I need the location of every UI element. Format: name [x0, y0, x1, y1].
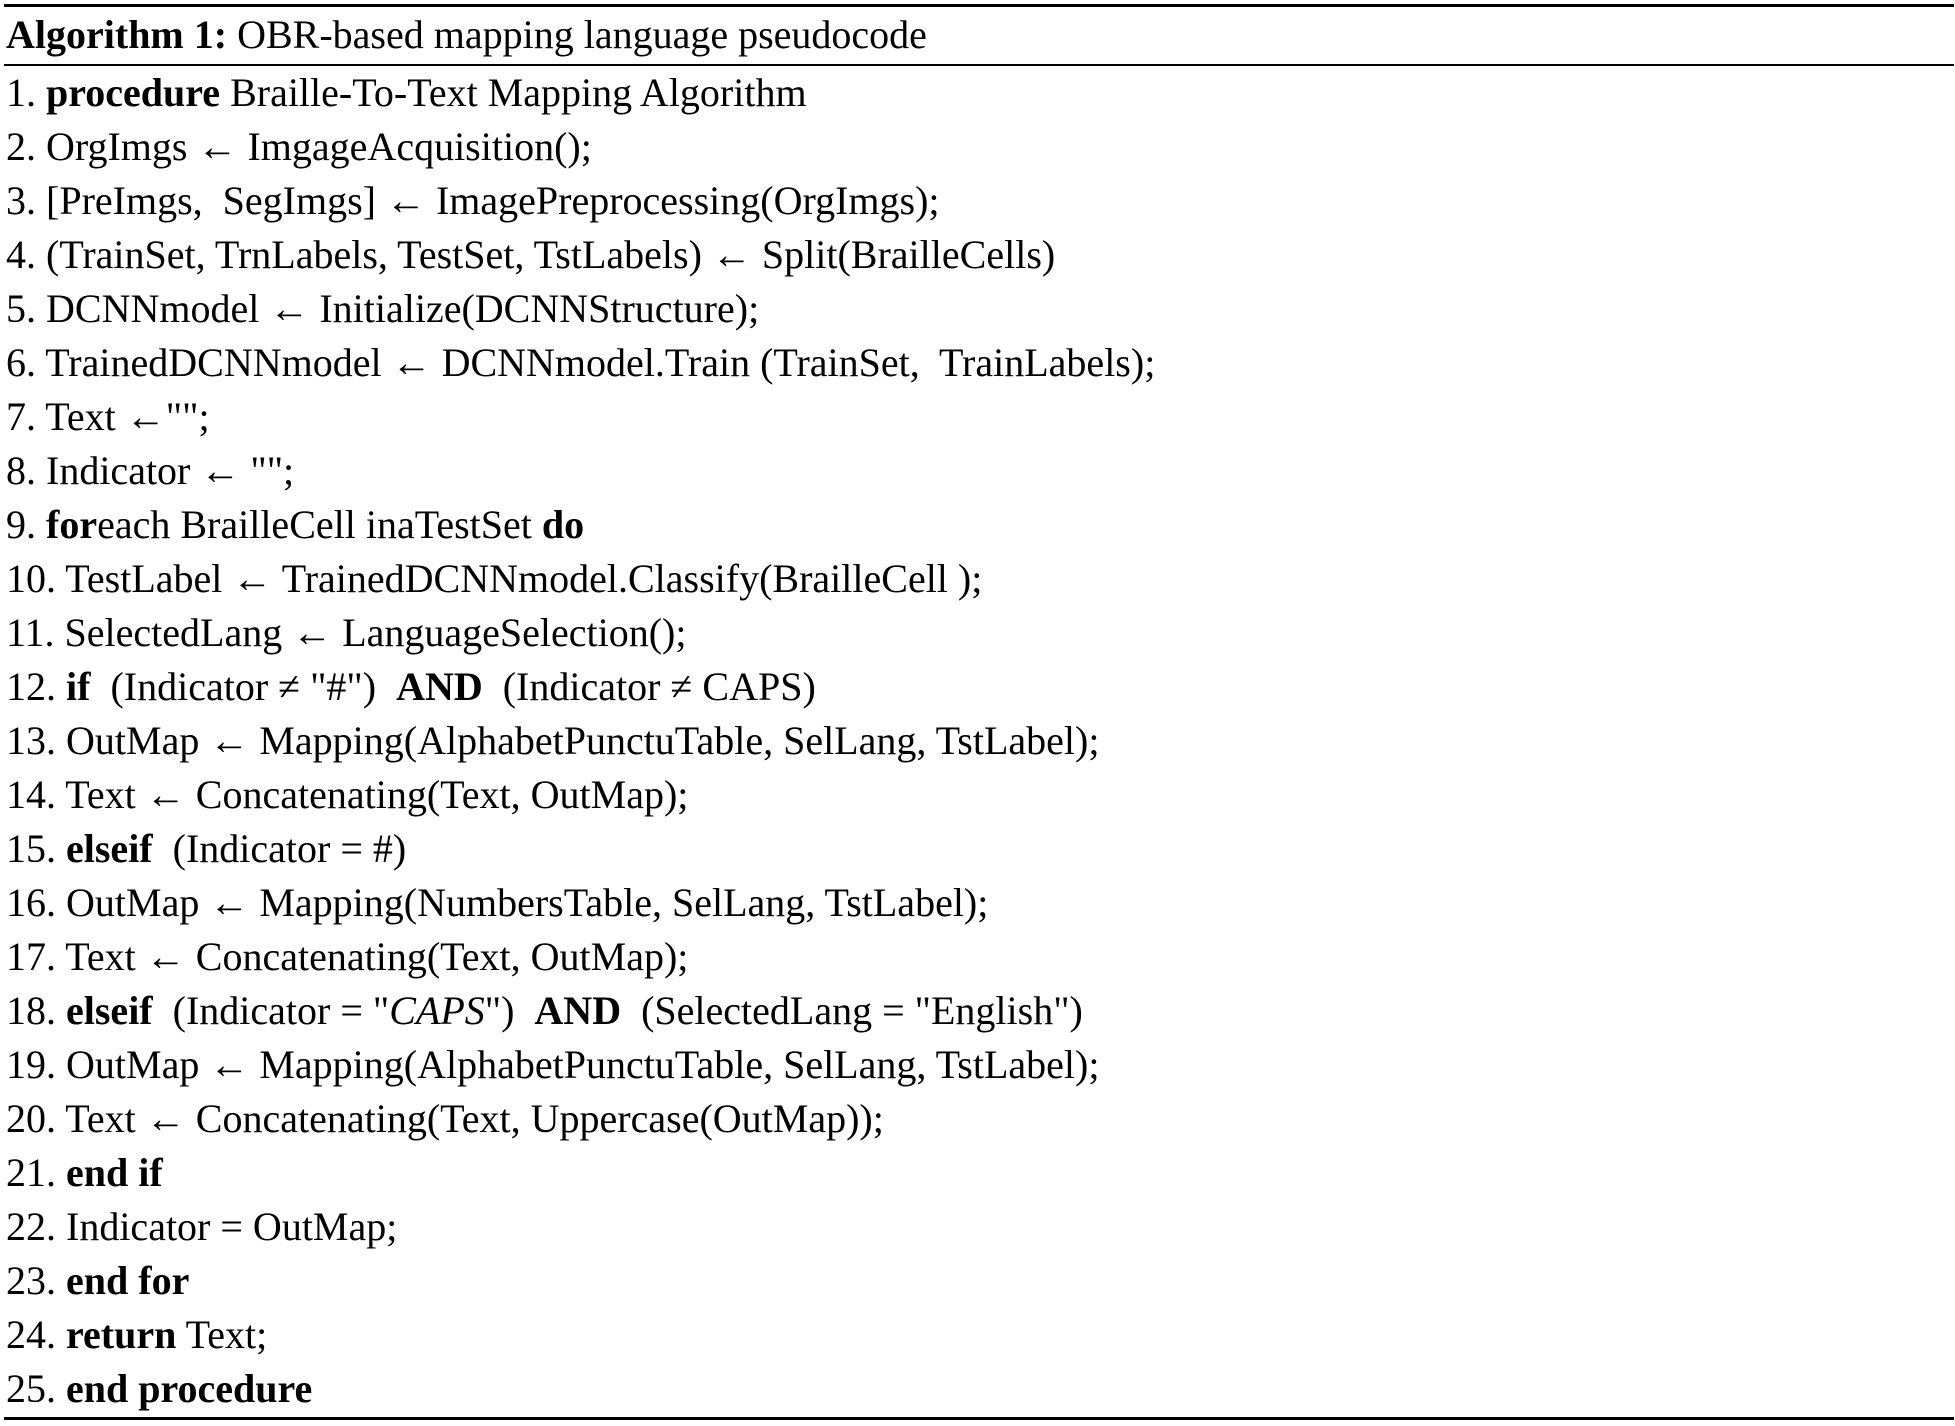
line-number: 13.	[6, 718, 56, 763]
code-text: (Indicator = "	[152, 988, 390, 1033]
keyword: end for	[66, 1258, 190, 1303]
pseudocode-line	[6, 1308, 1954, 1362]
code-text: Indicator ← "";	[46, 448, 295, 493]
code-text: TestLabel ← TrainedDCNNmodel.Classify(BrailleCell );	[65, 556, 983, 601]
code-text: ")	[484, 988, 535, 1033]
pseudocode-line	[6, 606, 1954, 660]
line-number: 25.	[6, 1366, 56, 1411]
line-number: 2.	[6, 124, 36, 169]
line-number: 4.	[6, 232, 36, 277]
code-text: Text ← Concatenating(Text, OutMap);	[65, 772, 689, 817]
pseudocode-lines	[6, 66, 1954, 1416]
code-text: OrgImgs ← ImgageAcquisition();	[46, 124, 592, 169]
pseudocode-line	[6, 1362, 1954, 1416]
pseudocode-line	[6, 1200, 1954, 1254]
pseudocode-line	[6, 444, 1954, 498]
pseudocode-line	[6, 120, 1954, 174]
pseudocode-line	[6, 1038, 1954, 1092]
code-text: OutMap ← Mapping(AlphabetPunctuTable, SelLang, TstLabel);	[66, 718, 1100, 763]
line-number: 9.	[6, 502, 36, 547]
code-text: SelectedLang ← LanguageSelection();	[64, 610, 687, 655]
code-text: Text;	[176, 1312, 268, 1357]
keyword: for	[46, 502, 98, 547]
line-number: 23.	[6, 1258, 56, 1303]
keyword: elseif	[66, 988, 153, 1033]
pseudocode-line	[6, 660, 1954, 714]
line-number: 11.	[6, 610, 55, 655]
code-text: (SelectedLang = "English")	[621, 988, 1083, 1033]
bottom-rule	[4, 1417, 1954, 1420]
pseudocode-line	[6, 174, 1954, 228]
algorithm-caption	[6, 7, 927, 62]
pseudocode-line	[6, 984, 1954, 1038]
code-text: TrainedDCNNmodel ← DCNNmodel.Train (TrainSet, TrainLabels);	[45, 340, 1156, 385]
pseudocode-line	[6, 552, 1954, 606]
pseudocode-line	[6, 876, 1954, 930]
code-text: (TrainSet, TrnLabels, TestSet, TstLabels) ← Split(BrailleCells)	[46, 232, 1056, 277]
code-text: OutMap ← Mapping(AlphabetPunctuTable, SelLang, TstLabel);	[66, 1042, 1100, 1087]
algorithm-title: OBR-based mapping language pseudocode	[237, 12, 927, 57]
pseudocode-line	[6, 1146, 1954, 1200]
pseudocode-line	[6, 768, 1954, 822]
line-number: 21.	[6, 1150, 56, 1195]
keyword: end procedure	[66, 1366, 313, 1411]
line-number: 15.	[6, 826, 56, 871]
keyword: end if	[66, 1150, 163, 1195]
code-text: Text ←"";	[45, 394, 210, 439]
pseudocode-line	[6, 498, 1954, 552]
pseudocode-line	[6, 1254, 1954, 1308]
line-number: 1.	[6, 70, 36, 115]
line-number: 12.	[6, 664, 56, 709]
keyword: return	[66, 1312, 177, 1357]
line-number: 22.	[6, 1204, 56, 1249]
line-number: 17.	[6, 934, 56, 979]
line-number: 19.	[6, 1042, 56, 1087]
pseudocode-line	[6, 390, 1954, 444]
line-number: 20.	[6, 1096, 56, 1141]
code-text: [PreImgs, SegImgs] ← ImagePreprocessing(OrgImgs);	[46, 178, 940, 223]
pseudocode-line	[6, 336, 1954, 390]
keyword: AND	[534, 988, 622, 1033]
keyword: AND	[396, 664, 483, 709]
line-number: 10.	[6, 556, 56, 601]
code-text: each BrailleCell inaTestSet	[97, 502, 542, 547]
pseudocode-line	[6, 66, 1954, 120]
code-text: Text ← Concatenating(Text, Uppercase(OutMap));	[65, 1096, 884, 1141]
pseudocode-line	[6, 822, 1954, 876]
code-text: Braille-To-Text Mapping Algorithm	[220, 70, 807, 115]
code-text: (Indicator = #)	[152, 826, 407, 871]
line-number: 8.	[6, 448, 36, 493]
code-text: (Indicator ≠ "#")	[90, 664, 397, 709]
code-text: Text ← Concatenating(Text, OutMap);	[65, 934, 689, 979]
pseudocode-line	[6, 228, 1954, 282]
line-number: 16.	[6, 880, 56, 925]
code-text: DCNNmodel ← Initialize(DCNNStructure);	[46, 286, 760, 331]
code-text: CAPS	[389, 988, 485, 1033]
pseudocode-line	[6, 282, 1954, 336]
line-number: 18.	[6, 988, 56, 1033]
pseudocode-line	[6, 930, 1954, 984]
pseudocode-line	[6, 714, 1954, 768]
code-text: Indicator = OutMap;	[66, 1204, 398, 1249]
line-number: 14.	[6, 772, 56, 817]
line-number: 5.	[6, 286, 36, 331]
keyword: if	[66, 664, 91, 709]
algorithm-label: Algorithm 1:	[6, 12, 228, 57]
pseudocode-line	[6, 1092, 1954, 1146]
keyword: elseif	[66, 826, 153, 871]
line-number: 24.	[6, 1312, 56, 1357]
keyword: do	[541, 502, 585, 547]
line-number: 6.	[6, 340, 36, 385]
code-text: OutMap ← Mapping(NumbersTable, SelLang, TstLabel);	[66, 880, 989, 925]
line-number: 7.	[6, 394, 36, 439]
keyword: procedure	[46, 70, 221, 115]
code-text: (Indicator ≠ CAPS)	[482, 664, 816, 709]
line-number: 3.	[6, 178, 36, 223]
